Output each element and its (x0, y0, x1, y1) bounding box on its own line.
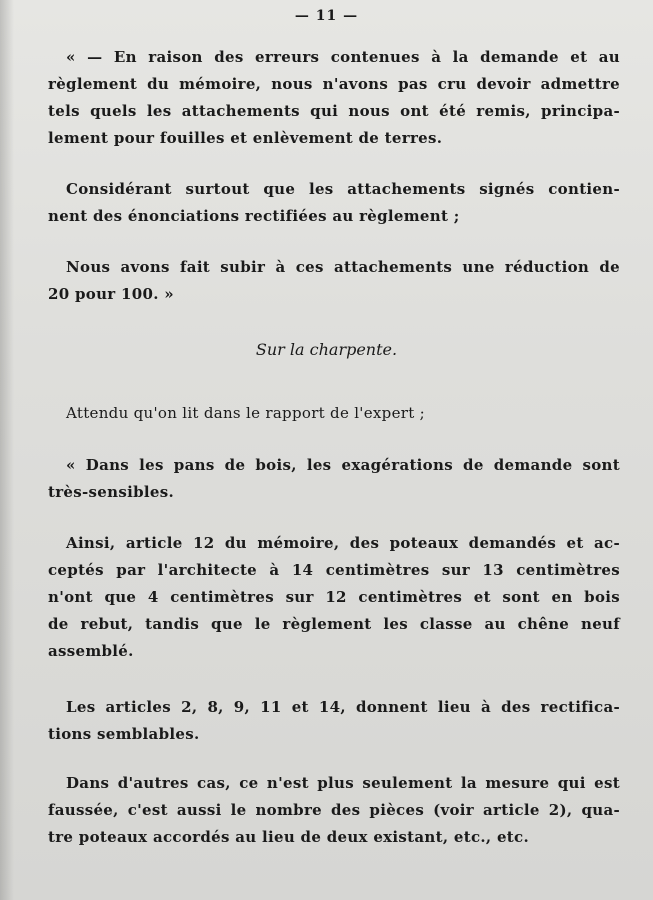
paragraph-articles (48, 694, 620, 748)
paragraph-errors (48, 44, 620, 152)
text-line: Ainsi, article 12 du mémoire, des poteaux demandés et ac- (66, 534, 620, 552)
text-line: règlement du mémoire, nous n'avons pas cru devoir admettre (48, 75, 620, 93)
text-line: tions semblables. (48, 725, 200, 743)
paragraph-attendu (48, 400, 620, 427)
text-line: Considérant surtout que les attachements signés contien- (66, 180, 620, 198)
paragraph-pans-de-bois (48, 452, 620, 506)
text-line: « Dans les pans de bois, les exagérations de demande sont (66, 456, 620, 474)
text-line: faussée, c'est aussi le nombre des pièces (voir article 2), qua- (48, 801, 620, 819)
paragraph-other-cases (48, 770, 620, 851)
text-line: tre poteaux accordés au lieu de deux existant, etc., etc. (48, 828, 529, 846)
text-line: ceptés par l'architecte à 14 centimètres sur 13 centimètres (48, 561, 620, 579)
text-line: Attendu qu'on lit dans le rapport de l'expert ; (66, 404, 425, 422)
text-line: 20 pour 100. » (48, 285, 174, 303)
page-edge-shadow (0, 0, 14, 900)
text-line: très-sensibles. (48, 483, 174, 501)
text-line: assemblé. (48, 642, 134, 660)
paragraph-considering (48, 176, 620, 230)
section-heading: Sur la charpente. (255, 340, 398, 359)
page-number: — 11 — (294, 8, 359, 24)
text-line: n'ont que 4 centimètres sur 12 centimètres et sont en bois (48, 588, 620, 606)
text-line: tels quels les attachements qui nous ont été remis, principa- (48, 102, 620, 120)
text-line: Nous avons fait subir à ces attachements une réduction de (66, 258, 620, 276)
text-line: de rebut, tandis que le règlement les classe au chêne neuf (48, 615, 620, 633)
text-line: nent des énonciations rectifiées au règlement ; (48, 207, 460, 225)
text-line: Dans d'autres cas, ce n'est plus seulement la mesure qui est (66, 774, 620, 792)
text-line: Les articles 2, 8, 9, 11 et 14, donnent lieu à des rectifica- (66, 698, 620, 716)
paragraph-article-12 (48, 530, 620, 665)
text-line: lement pour fouilles et enlèvement de terres. (48, 129, 443, 147)
text-line: « — En raison des erreurs contenues à la demande et au (66, 48, 620, 66)
paragraph-reduction (48, 254, 620, 308)
